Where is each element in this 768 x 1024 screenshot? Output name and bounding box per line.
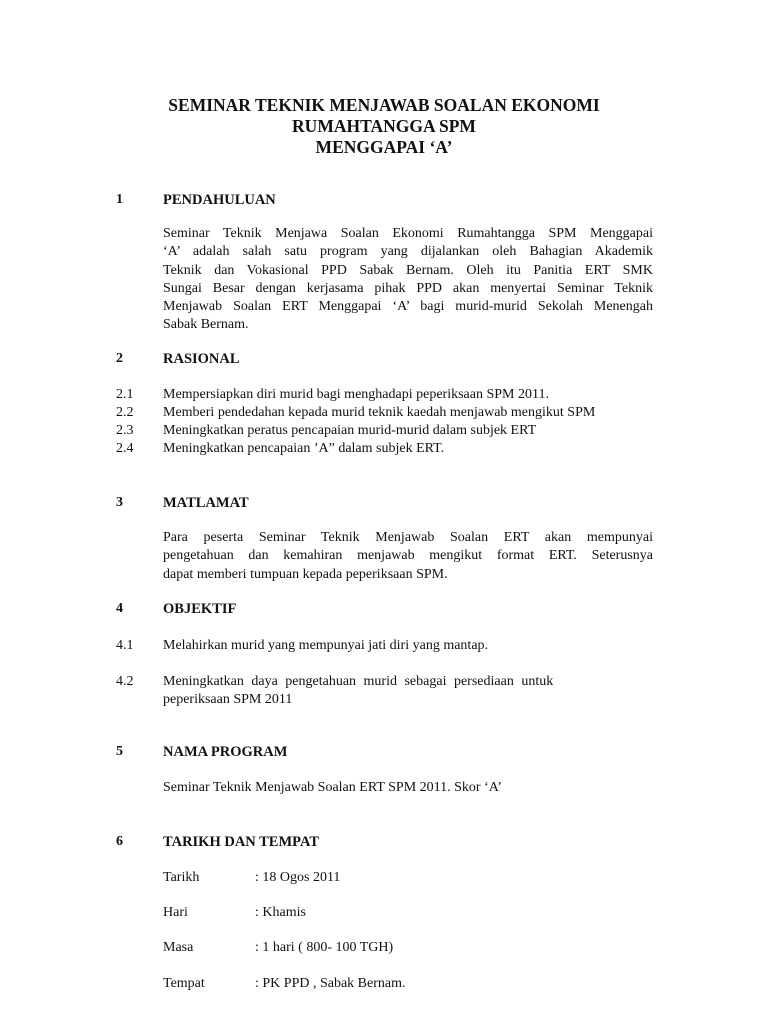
list-item: Mempersiapkan diri murid bagi menghadapi peperiksaan SPM 2011. [163,387,549,402]
detail-label: Tempat [163,976,205,991]
program-name: Seminar Teknik Menjawab Soalan ERT SPM 2011. Skor ‘A’ [163,780,502,795]
paragraph-line: Menjawab Soalan ERT Menggapai ‘A’ bagi murid-murid Sekolah Menengah [163,299,653,315]
section-5-number: 5 [116,744,123,759]
detail-label: Masa [163,940,194,955]
paragraph-line: Teknik dan Vokasional PPD Sabak Bernam. Oleh itu Panitia ERT SMK [163,262,653,278]
document-title [0,95,768,158]
section-4-heading: OBJEKTIF [163,601,237,617]
list-item: Memberi pendedahan kepada murid teknik kaedah menjawab mengikut SPM [163,405,596,420]
paragraph-line: Para peserta Seminar Teknik Menjawab Soalan ERT akan mempunyai [163,530,653,545]
list-item: Melahirkan murid yang mempunyai jati diri yang mantap. [163,638,489,653]
paragraph-line: ‘A’ adalah salah satu program yang dijalankan oleh Bahagian Akademik [163,244,653,260]
section-3-number: 3 [116,495,123,510]
section-3-heading: MATLAMAT [163,495,249,511]
paragraph-line: pengetahuan dan kemahiran menjawab mengikut format ERT. Seterusnya [163,548,653,564]
item-number: 4.2 [116,674,134,689]
list-item: Meningkatkan peratus pencapaian murid-murid dalam subjek ERT [163,423,537,438]
section-5-heading: NAMA PROGRAM [163,744,288,760]
detail-label: Tarikh [163,870,200,885]
section-6-heading: TARIKH DAN TEMPAT [163,834,320,850]
item-number: 4.1 [116,638,134,653]
item-number: 2.4 [116,441,134,456]
list-item: Meningkatkan pencapaian ’A” dalam subjek ERT. [163,441,445,456]
section-2-number: 2 [116,351,123,366]
paragraph-line: Seminar Teknik Menjawa Soalan Ekonomi Rumahtangga SPM Menggapai [163,226,653,241]
item-number: 2.3 [116,423,134,438]
paragraph-line: Sungai Besar dengan kerjasama pihak PPD akan menyertai Seminar Teknik [163,280,653,296]
paragraph-line: dapat memberi tumpuan kepada peperiksaan SPM. [163,566,448,582]
section-1-heading: PENDAHULUAN [163,192,276,208]
detail-value: : PK PPD , Sabak Bernam. [255,976,406,991]
paragraph-line: Sabak Bernam. [163,317,249,333]
item-number: 2.2 [116,405,134,420]
section-1-paragraph [163,225,653,335]
section-1-number: 1 [116,192,123,207]
detail-value: : Khamis [255,905,306,920]
title-line-2: RUMAHTANGGA SPM [292,116,476,136]
detail-value: : 1 hari ( 800- 100 TGH) [255,940,394,955]
title-line-3: MENGGAPAI ‘A’ [315,137,453,157]
title-line-1: SEMINAR TEKNIK MENJAWAB SOALAN EKONOMI [168,95,600,115]
detail-value: : 18 Ogos 2011 [255,870,341,885]
list-item: Meningkatkan daya pengetahuan murid sebagai persediaan untuk [163,674,554,689]
section-6-number: 6 [116,834,123,849]
section-2-heading: RASIONAL [163,351,240,367]
section-3-paragraph [163,529,653,584]
list-item-continuation: peperiksaan SPM 2011 [163,692,293,707]
section-4-number: 4 [116,601,123,616]
item-number: 2.1 [116,387,134,402]
detail-label: Hari [163,905,188,920]
